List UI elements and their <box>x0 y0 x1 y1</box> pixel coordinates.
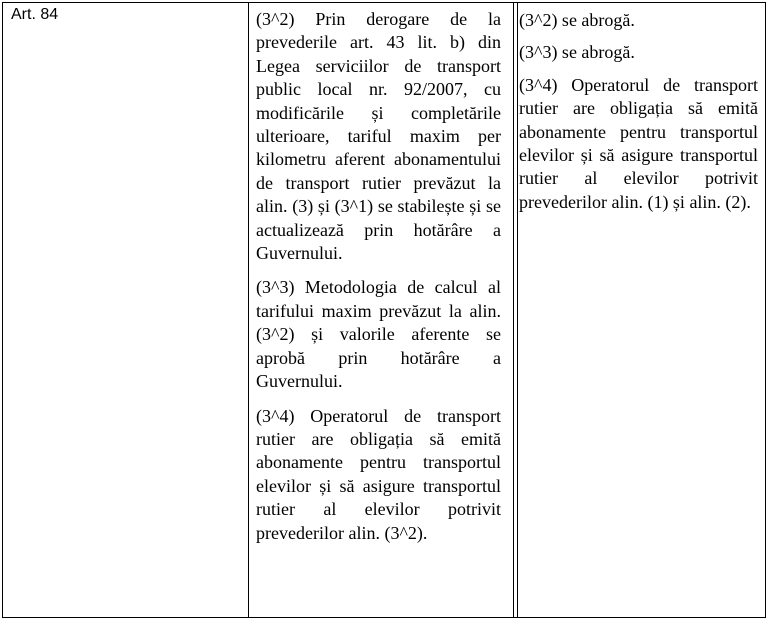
paragraph-3-4-current: (3^4) Operatorul de transport rutier are obligația să emită abonamente pentru transportul elevilor și să asigure transportul rutier al elevilor potrivit prevederilor alin. (3^2). <box>256 405 501 543</box>
proposed-text-column <box>519 9 758 223</box>
paragraph-3-2-proposed: (3^2) se abrogă. <box>519 10 635 30</box>
article-label: Art. 84 <box>11 6 59 23</box>
column-divider <box>248 3 249 617</box>
paragraph-3-4-proposed: (3^4) Operatorul de transport rutier are obligația să emită abonamente pentru transportul elevilor și să asigure transportul rutier al elevilor potrivit prevederilor alin. (1) și alin. (2). <box>519 74 758 212</box>
column-divider <box>513 3 514 617</box>
current-text-column <box>256 8 501 556</box>
paragraph-3-3-proposed: (3^3) se abrogă. <box>519 42 635 63</box>
paragraph-3-3-current: (3^3) Metodologia de calcul al tarifului maxim prevăzut la alin. (3^2) și valorile aferente se aprobă prin hotărâre a Guvernului. <box>256 277 501 392</box>
paragraph-3-2-current: (3^2) Prin derogare de la prevederile art. 43 lit. b) din Legea serviciilor de transport public local nr. 92/2007, cu modificările și completările ulterioare, tariful maxim per kilometru aferent abonamentului de transport rutier prevăzut la alin. (3) și (3^1) se stabilește și se actualizează prin hotărâre a Guvernului. <box>256 9 501 264</box>
column-divider <box>517 3 518 617</box>
